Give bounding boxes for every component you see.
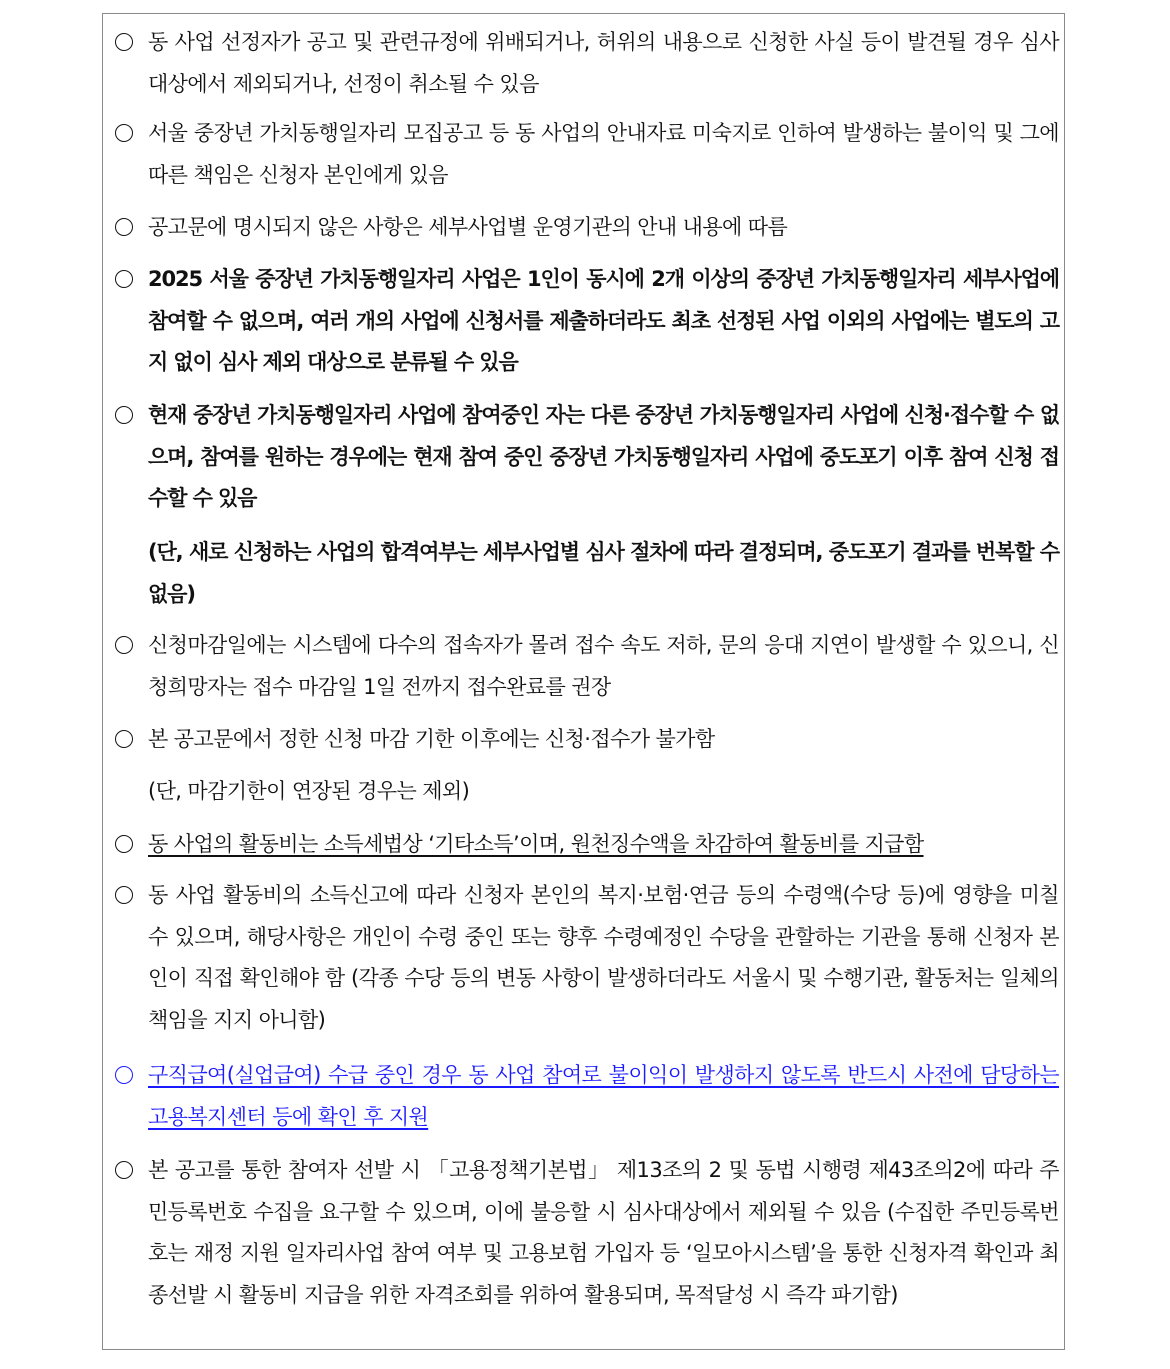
circle-bullet-icon (115, 113, 133, 155)
circle-bullet-icon (115, 22, 133, 64)
circle-bullet-icon (115, 824, 133, 866)
circle-bullet-icon (115, 1055, 133, 1097)
notice-item (115, 113, 1059, 196)
circle-bullet-icon (115, 259, 133, 301)
notice-item (115, 875, 1059, 1041)
notice-item (115, 719, 1059, 761)
notice-text: 본 공고문에서 정한 신청 마감 기한 이후에는 신청·접수가 불가함 (148, 727, 715, 751)
notice-item (115, 22, 1059, 105)
notice-text: 공고문에 명시되지 않은 사항은 세부사업별 운영기관의 안내 내용에 따름 (148, 215, 788, 239)
notice-item (115, 207, 1059, 249)
circle-bullet-icon (115, 207, 133, 249)
notice-text: 2025 서울 중장년 가치동행일자리 사업은 1인이 동시에 2개 이상의 중장년 가치동행일자리 세부사업에 참여할 수 없으며, 여러 개의 사업에 신청서를 제출하더라도 최초 선정된 사업 이외의 사업에는 별도의 고지 없이 심사 제외 대상으로 분류될 수 있음 (148, 267, 1059, 374)
notice-item (115, 625, 1059, 708)
notice-item-highlighted (115, 1055, 1059, 1138)
notice-item-bold (115, 259, 1059, 384)
notice-note: (단, 마감기한이 연장된 경우는 제외) (148, 779, 470, 803)
notice-text: 신청마감일에는 시스템에 다수의 접속자가 몰려 접수 속도 저하, 문의 응대 지연이 발생할 수 있으니, 신청희망자는 접수 마감일 1일 전까지 접수완료를 권장 (148, 633, 1059, 699)
circle-bullet-icon (115, 719, 133, 761)
notice-item (115, 1150, 1059, 1316)
circle-bullet-icon (115, 395, 133, 437)
circle-bullet-icon (115, 875, 133, 917)
notice-item-underlined (115, 824, 1059, 866)
notice-text: 구직급여(실업급여) 수급 중인 경우 동 사업 참여로 불이익이 발생하지 않도록 반드시 사전에 담당하는 고용복지센터 등에 확인 후 지원 (148, 1063, 1059, 1129)
notice-note: (단, 새로 신청하는 사업의 합격여부는 세부사업별 심사 절차에 따라 결정되며, 중도포기 결과를 번복할 수 없음) (148, 540, 1059, 606)
notice-text: 서울 중장년 가치동행일자리 모집공고 등 동 사업의 안내자료 미숙지로 인하여 발생하는 불이익 및 그에 따른 책임은 신청자 본인에게 있음 (148, 121, 1059, 187)
notice-text: 동 사업의 활동비는 소득세법상 ‘기타소득’이며, 원천징수액을 차감하여 활동비를 지급함 (148, 832, 924, 856)
circle-bullet-icon (115, 625, 133, 667)
notice-text: 현재 중장년 가치동행일자리 사업에 참여중인 자는 다른 중장년 가치동행일자리 사업에 신청·접수할 수 없으며, 참여를 원하는 경우에는 현재 참여 중인 중장년 가치동행일자리 사업에 중도포기 이후 참여 신청 접수할 수 있음 (148, 403, 1059, 510)
circle-bullet-icon (115, 1150, 133, 1192)
notice-box (102, 13, 1065, 1350)
notice-item-bold (115, 395, 1059, 520)
notice-text: 동 사업 활동비의 소득신고에 따라 신청자 본인의 복지·보험·연금 등의 수령액(수당 등)에 영향을 미칠 수 있으며, 해당사항은 개인이 수령 중인 또는 향후 수령예정인 수당을 관할하는 기관을 통해 신청자 본인이 직접 확인해야 함 (각종 수당 등의 변동 사항이 발생하더라도 서울시 및 수행기관, 활동처는 일체의 책임을 지지 아니함) (148, 883, 1059, 1032)
notice-text: 본 공고를 통한 참여자 선발 시 「고용정책기본법」 제13조의 2 및 동법 시행령 제43조의2에 따라 주민등록번호 수집을 요구할 수 있으며, 이에 불응할 시 심사대상에서 제외될 수 있음 (수집한 주민등록번호는 재정 지원 일자리사업 참여 여부 및 고용보험 가입자 등 ‘일모아시스템’을 통한 신청자격 확인과 최종선발 시 활동비 지급을 위한 자격조회를 위하여 활용되며, 목적달성 시 즉각 파기함) (148, 1158, 1059, 1307)
notice-text: 동 사업 선정자가 공고 및 관련규정에 위배되거나, 허위의 내용으로 신청한 사실 등이 발견될 경우 심사대상에서 제외되거나, 선정이 취소될 수 있음 (148, 30, 1059, 96)
